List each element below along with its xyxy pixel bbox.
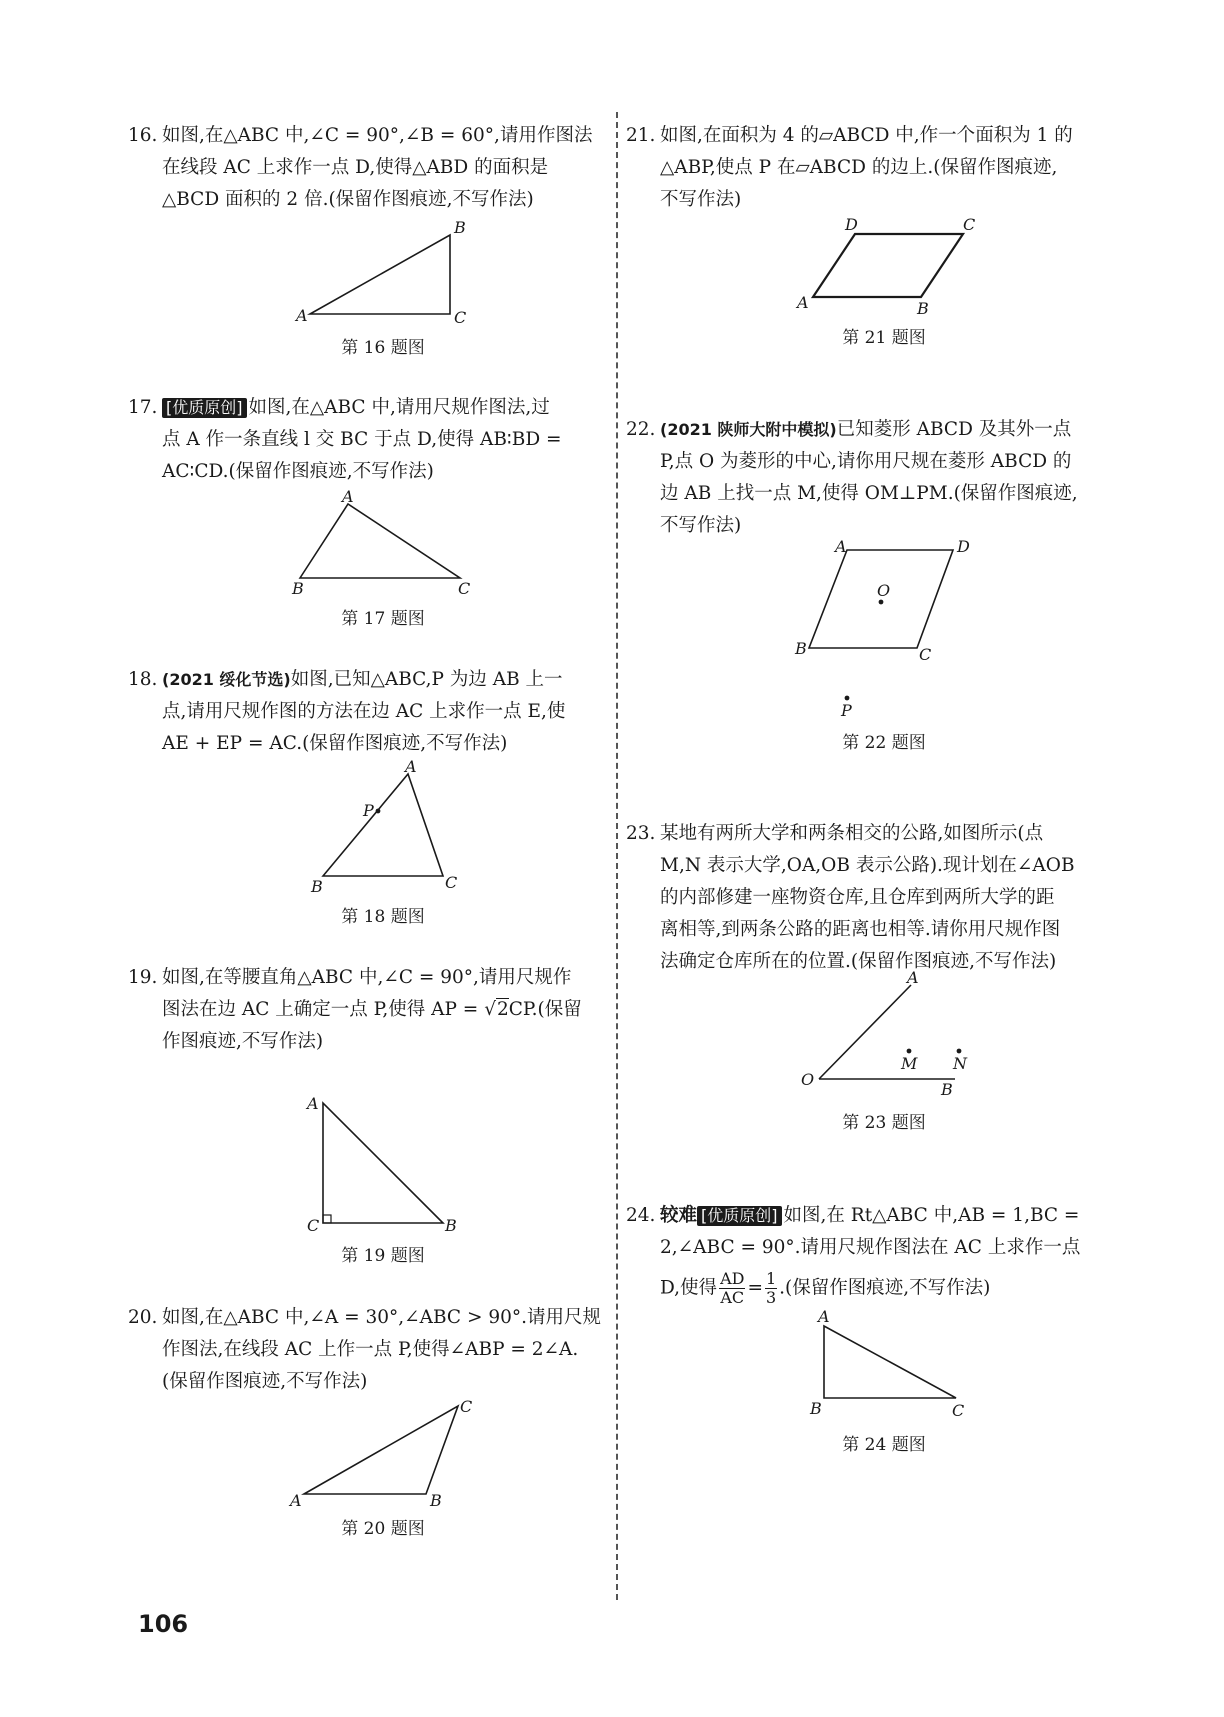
figure-caption: 第 22 题图 bbox=[842, 733, 926, 753]
question-line: P,点 O 为菱形的中心,请你用尺规在菱形 ABCD 的 bbox=[660, 451, 1072, 472]
figure-23 bbox=[795, 968, 985, 1099]
figure-22 bbox=[795, 537, 985, 720]
question-17 bbox=[128, 392, 608, 488]
question-number: 20. bbox=[128, 1307, 158, 1328]
vertex-label: A bbox=[797, 293, 809, 312]
figure-caption: 第 20 题图 bbox=[341, 1519, 425, 1539]
question-19 bbox=[128, 962, 608, 1058]
vertex-label: B bbox=[795, 639, 807, 658]
question-line: 作图痕迹,不写作法) bbox=[162, 1031, 324, 1052]
figure-caption: 第 23 题图 bbox=[842, 1113, 926, 1133]
vertex-label: A bbox=[907, 968, 919, 987]
vertex-label: A bbox=[307, 1094, 319, 1113]
column-divider bbox=[616, 112, 618, 1600]
vertex-label: D bbox=[957, 537, 970, 556]
question-line: 已知菱形 ABCD 及其外一点 bbox=[836, 419, 1072, 440]
question-line: 图法在边 AC 上确定一点 P,使得 AP = bbox=[162, 999, 485, 1020]
question-line: 点,请用尺规作图的方法在边 AC 上求作一点 E,使 bbox=[162, 701, 566, 722]
vertex-label: B bbox=[311, 877, 323, 896]
question-line: 在线段 AC 上求作一点 D,使得△ABD 的面积是 bbox=[162, 157, 549, 178]
vertex-label: B bbox=[430, 1491, 442, 1510]
vertex-label: A bbox=[835, 537, 847, 556]
fraction-one-third bbox=[765, 1270, 777, 1307]
vertex-label: C bbox=[445, 873, 458, 892]
figure-18 bbox=[305, 757, 475, 900]
figure-caption: 第 18 题图 bbox=[341, 907, 425, 927]
difficulty-label: 较难 bbox=[660, 1205, 698, 1226]
question-number: 17. bbox=[128, 397, 158, 418]
figure-caption: 第 21 题图 bbox=[842, 328, 926, 348]
original-tag: [优质原创] bbox=[162, 398, 247, 418]
question-22 bbox=[626, 414, 1116, 542]
question-number: 24. bbox=[626, 1205, 656, 1226]
vertex-label: B bbox=[454, 218, 466, 237]
vertex-label: B bbox=[810, 1399, 822, 1418]
question-line: CP.(保留 bbox=[508, 999, 582, 1020]
question-line: 如图,在△ABC 中,∠C = 90°,∠B = 60°,请用作图法 bbox=[162, 125, 593, 146]
vertex-label: B bbox=[445, 1216, 457, 1235]
vertex-label: D bbox=[845, 215, 858, 234]
question-line: (保留作图痕迹,不写作法) bbox=[785, 1277, 991, 1299]
vertex-label: A bbox=[290, 1491, 302, 1510]
vertex-label: B bbox=[292, 579, 304, 598]
point-label: O bbox=[877, 581, 891, 600]
figure-16 bbox=[290, 215, 480, 325]
point-label: P bbox=[841, 701, 852, 720]
question-line: 如图,在 Rt△ABC 中,AB = 1,BC = bbox=[783, 1205, 1080, 1226]
question-line: 法确定仓库所在的位置.(保留作图痕迹,不写作法) bbox=[660, 951, 1057, 972]
vertex-label: A bbox=[296, 306, 308, 325]
question-line: 的内部修建一座物资仓库,且仓库到两所大学的距 bbox=[660, 887, 1055, 908]
point-label: M bbox=[901, 1054, 918, 1073]
vertex-label: C bbox=[952, 1401, 965, 1420]
figure-21 bbox=[795, 216, 985, 316]
question-line: 不写作法) bbox=[660, 189, 742, 210]
figure-caption: 第 19 题图 bbox=[341, 1246, 425, 1266]
question-line: 如图,在△ABC 中,请用尺规作图法,过 bbox=[248, 397, 550, 418]
figure-caption: 第 16 题图 bbox=[341, 338, 425, 358]
vertex-label: A bbox=[342, 487, 354, 506]
question-line: 边 AB 上找一点 M,使得 OM⊥PM.(保留作图痕迹, bbox=[660, 483, 1078, 504]
question-line: 作图法,在线段 AC 上作一点 P,使得∠ABP = 2∠A. bbox=[162, 1339, 579, 1360]
question-line: M,N 表示大学,OA,OB 表示公路).现计划在∠AOB bbox=[660, 855, 1075, 876]
question-line: 2,∠ABC = 90°.请用尺规作图法在 AC 上求作一点 bbox=[660, 1237, 1081, 1258]
question-line: △BCD 面积的 2 倍.(保留作图痕迹,不写作法) bbox=[162, 189, 534, 210]
fraction-ad-ac bbox=[719, 1270, 745, 1307]
question-line: 如图,在面积为 4 的▱ABCD 中,作一个面积为 1 的 bbox=[660, 125, 1073, 146]
fraction-numerator: AD bbox=[720, 1269, 745, 1288]
question-line: 如图,已知△ABC,P 为边 AB 上一 bbox=[290, 669, 563, 690]
original-tag: [优质原创] bbox=[697, 1206, 782, 1226]
question-number: 22. bbox=[626, 419, 656, 440]
vertex-label: B bbox=[917, 299, 929, 318]
figure-24 bbox=[800, 1307, 980, 1420]
question-line: 如图,在△ABC 中,∠A = 30°,∠ABC > 90°.请用尺规 bbox=[162, 1307, 602, 1328]
question-16 bbox=[128, 120, 608, 216]
figure-20 bbox=[290, 1398, 490, 1508]
question-23 bbox=[626, 818, 1116, 978]
vertex-label: C bbox=[307, 1216, 320, 1235]
question-line: 点 A 作一条直线 l 交 BC 于点 D,使得 AB∶BD = bbox=[162, 429, 562, 450]
point-label: N bbox=[953, 1054, 967, 1073]
question-number: 18. bbox=[128, 669, 158, 690]
figure-19 bbox=[305, 1095, 475, 1235]
equals-sign: = bbox=[747, 1277, 763, 1299]
vertex-label: C bbox=[919, 645, 932, 664]
question-line: 离相等,到两条公路的距离也相等.请你用尺规作图 bbox=[660, 919, 1061, 940]
question-line: (保留作图痕迹,不写作法) bbox=[162, 1371, 368, 1392]
question-line: 不写作法) bbox=[660, 515, 742, 536]
question-number: 21. bbox=[626, 125, 656, 146]
vertex-label: O bbox=[801, 1070, 815, 1089]
question-line: AC∶CD.(保留作图痕迹,不写作法) bbox=[162, 461, 434, 482]
question-18 bbox=[128, 664, 608, 760]
vertex-label: C bbox=[963, 215, 976, 234]
question-line: D,使得 bbox=[660, 1277, 718, 1299]
question-line: 如图,在等腰直角△ABC 中,∠C = 90°,请用尺规作 bbox=[162, 967, 572, 988]
question-20 bbox=[128, 1302, 608, 1398]
sqrt-radicand: 2 bbox=[497, 999, 509, 1020]
vertex-label: P bbox=[363, 801, 374, 820]
vertex-label: A bbox=[818, 1307, 830, 1326]
figure-caption: 第 24 题图 bbox=[842, 1435, 926, 1455]
sqrt-symbol: √ bbox=[484, 999, 496, 1020]
question-line: 某地有两所大学和两条相交的公路,如图所示(点 bbox=[660, 823, 1044, 844]
vertex-label: B bbox=[941, 1080, 953, 1099]
vertex-label: C bbox=[458, 579, 471, 598]
page-number: 106 bbox=[138, 1610, 189, 1638]
question-line: △ABP,使点 P 在▱ABCD 的边上.(保留作图痕迹, bbox=[660, 157, 1058, 178]
question-24: 24. 较难 [优质原创] 如图,在 Rt△ABC 中,AB = 1,BC = 2,∠ABC = 90°.请用尺规作图法在 AC 上求作一点 D,使得 $\frac{AD}{AC}$ = $\frac{1}{3}$ .(保留作图痕迹,不写作法) bbox=[626, 1200, 1116, 1307]
vertex-label: C bbox=[454, 308, 467, 327]
vertex-label: A bbox=[405, 757, 417, 776]
source-tag: (2021 陕师大附中模拟) bbox=[660, 420, 837, 439]
question-number: 19. bbox=[128, 967, 158, 988]
figure-caption: 第 17 题图 bbox=[341, 609, 425, 629]
fraction-denominator: 3 bbox=[765, 1288, 777, 1307]
vertex-label: C bbox=[460, 1397, 473, 1416]
fraction-numerator: 1 bbox=[765, 1269, 777, 1288]
figure-17 bbox=[290, 487, 480, 598]
question-line: AE + EP = AC.(保留作图痕迹,不写作法) bbox=[162, 733, 508, 754]
question-number: 23. bbox=[626, 823, 656, 844]
fraction-denominator: AC bbox=[720, 1288, 745, 1307]
question-21 bbox=[626, 120, 1116, 216]
question-number: 16. bbox=[128, 125, 158, 146]
source-tag: (2021 绥化节选) bbox=[162, 670, 291, 689]
